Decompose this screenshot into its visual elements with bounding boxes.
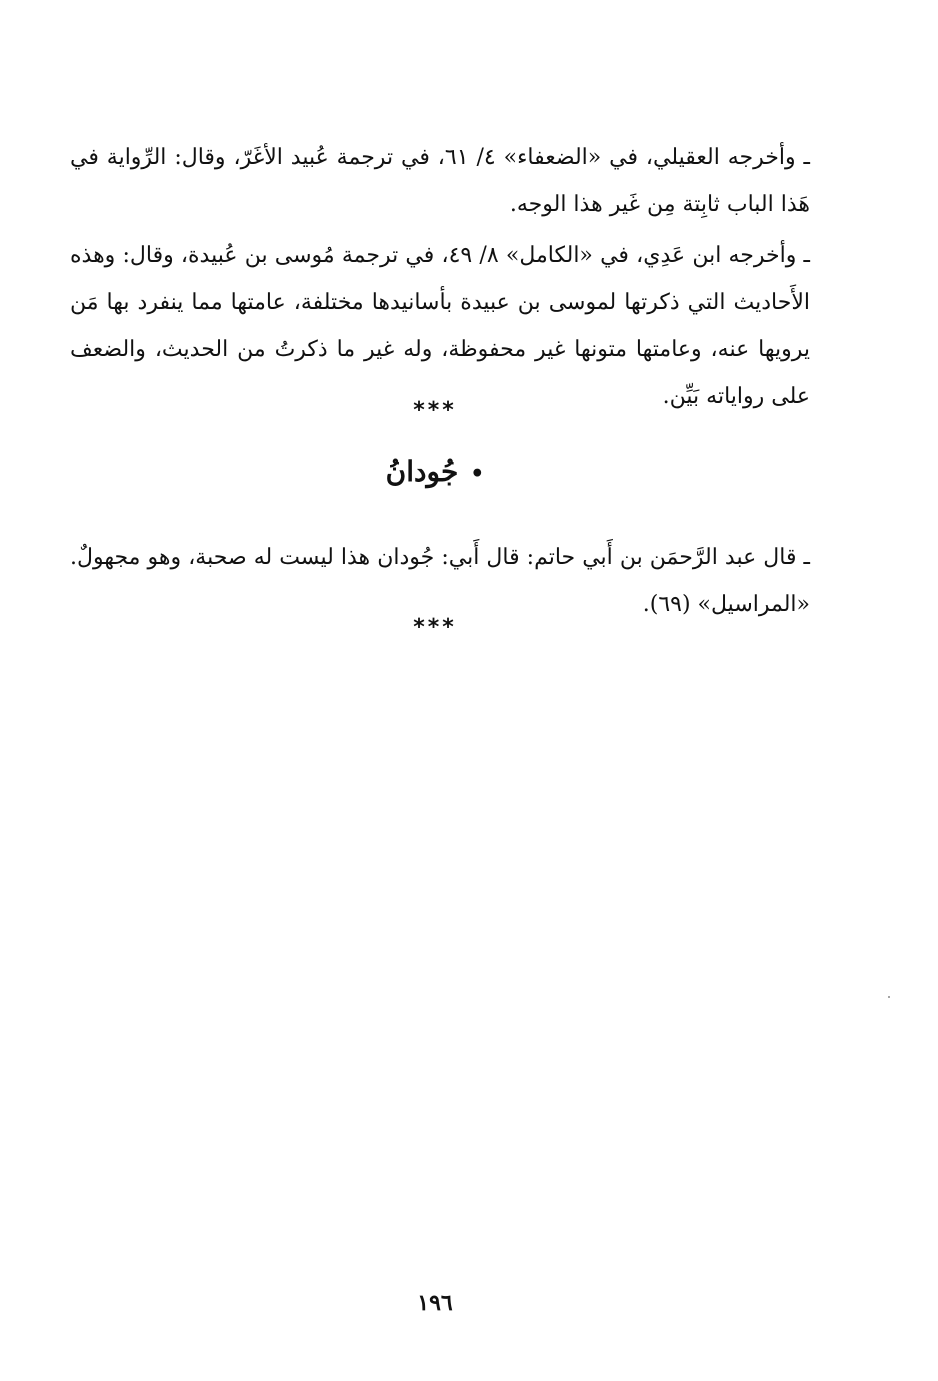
section-separator: ***	[413, 398, 457, 423]
page-number: ١٩٦	[417, 1290, 453, 1316]
paragraph-uqaili: ـ وأخرجه العقيلي، في «الضعفاء» ٤/ ٦١، في ترجمة عُبيد الأغَرّ، وقال: الرِّواية في هَذا الباب ثابِتة مِن غَير هذا الوجه.	[70, 145, 811, 217]
entry-title: جُودانُ	[385, 455, 459, 488]
scan-speck	[888, 996, 890, 998]
paragraph-ibn-adi: ـ وأخرجه ابن عَدِي، في «الكامل» ٨/ ٤٩، في ترجمة مُوسى بن عُبيدة، وقال: وهذه الأَحاديث التي ذكرتها لموسى بن عبيدة بأسانيدها مختلفة، عامتها مما ينفرد بها مَن يرويها عنه، وعامتها متونها غير محفوظة، وله غير ما ذكرتُ من الحديث، والضعف على رواياته بَيِّن.	[70, 243, 811, 409]
bullet-icon: •	[470, 460, 485, 487]
entry-heading	[0, 448, 870, 498]
paragraph-judan: ـ قال عبد الرَّحمَن بن أَبي حاتم: قال أَبي: جُودان هذا ليست له صحبة، وهو مجهولٌ. «المراسيل» (٦٩).	[70, 545, 810, 617]
section-separator-end: ***	[413, 615, 457, 640]
